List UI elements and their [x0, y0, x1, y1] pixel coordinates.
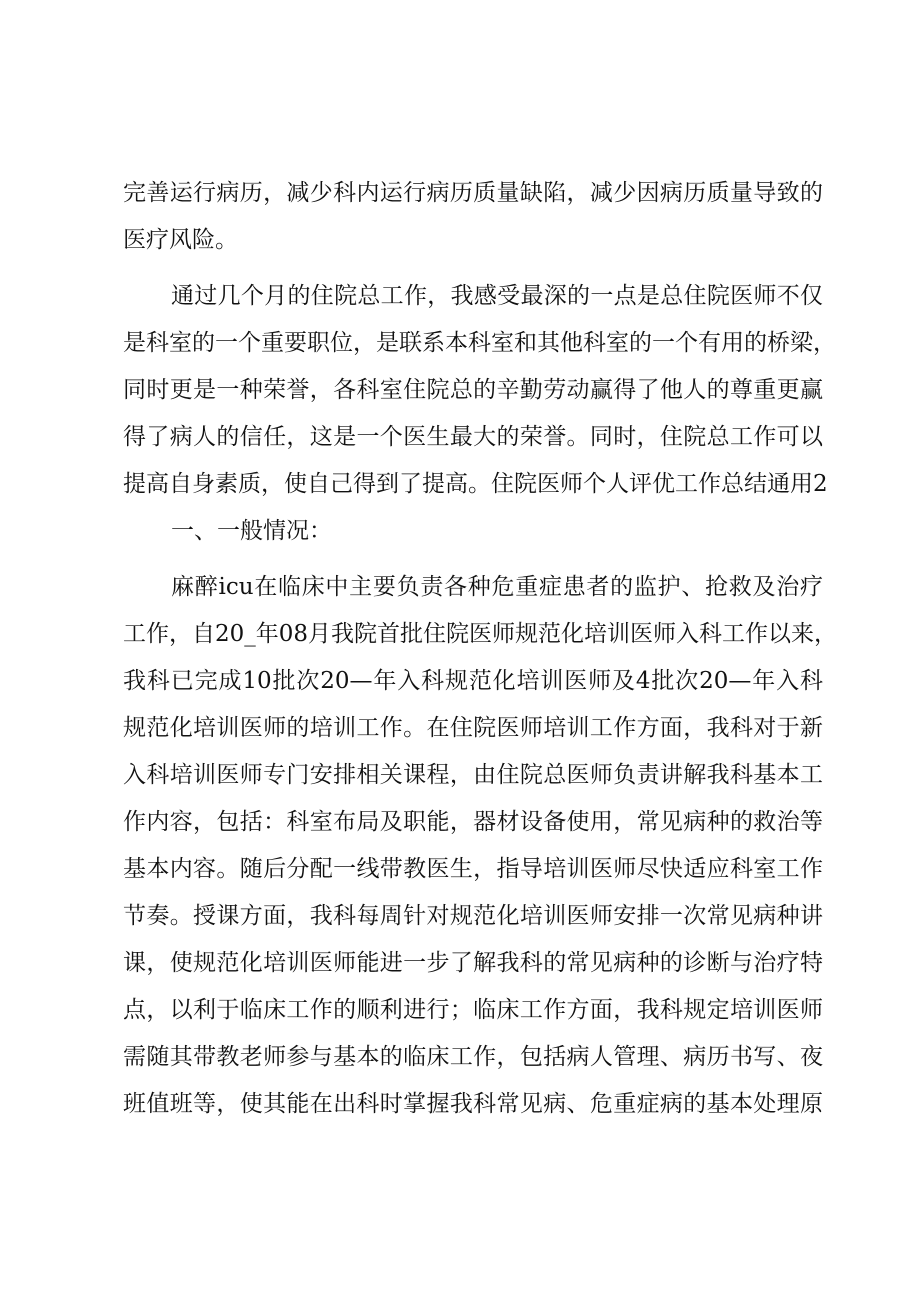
text-line: 麻醉icu在临床中主要负责各种危重症患者的监护、抢救及治疗	[171, 574, 823, 600]
text-line: 入科培训医师专门安排相关课程，由住院总医师负责讲解我科基本工	[123, 762, 823, 788]
text-line: 节奏。授课方面，我科每周针对规范化培训医师安排一次常见病种讲	[123, 903, 823, 929]
text-line: 我科已完成10批次20—年入科规范化培训医师及4批次20—年入科	[123, 668, 823, 694]
text-line: 作内容，包括：科室布局及职能，器材设备使用，常见病种的救治等	[123, 809, 823, 835]
text-line: 医疗风险。	[123, 227, 238, 253]
text-line: 是科室的一个重要职位，是联系本科室和其他科室的一个有用的桥梁，	[123, 330, 836, 356]
text-line: 班值班等，使其能在出科时掌握我科常见病、危重症病的基本处理原	[123, 1091, 823, 1117]
text-line: 课，使规范化培训医师能进一步了解我科的常见病种的诊断与治疗特	[123, 950, 823, 976]
text-line: 同时更是一种荣誉，各科室住院总的辛勤劳动赢得了他人的尊重更赢	[123, 377, 823, 403]
text-line: 需随其带教老师参与基本的临床工作，包括病人管理、病历书写、夜	[123, 1044, 823, 1070]
text-line: 通过几个月的住院总工作，我感受最深的一点是总住院医师不仅	[171, 283, 823, 309]
document-body	[123, 170, 838, 1128]
text-line: 规范化培训医师的培训工作。在住院医师培训工作方面，我科对于新	[123, 715, 823, 741]
text-line: 提高自身素质，使自己得到了提高。住院医师个人评优工作总结通用2	[123, 471, 828, 497]
section-heading: 一、一般情况：	[171, 518, 332, 544]
text-line: 点，以利于临床工作的顺利进行；临床工作方面，我科规定培训医师	[123, 997, 823, 1023]
text-line: 得了病人的信任，这是一个医生最大的荣誉。同时，住院总工作可以	[123, 424, 823, 450]
text-line: 基本内容。随后分配一线带教医生，指导培训医师尽快适应科室工作	[123, 856, 823, 882]
text-line: 完善运行病历，减少科内运行病历质量缺陷，减少因病历质量导致的	[123, 180, 823, 206]
text-line: 工作，自20_年08月我院首批住院医师规范化培训医师入科工作以来，	[123, 621, 838, 647]
